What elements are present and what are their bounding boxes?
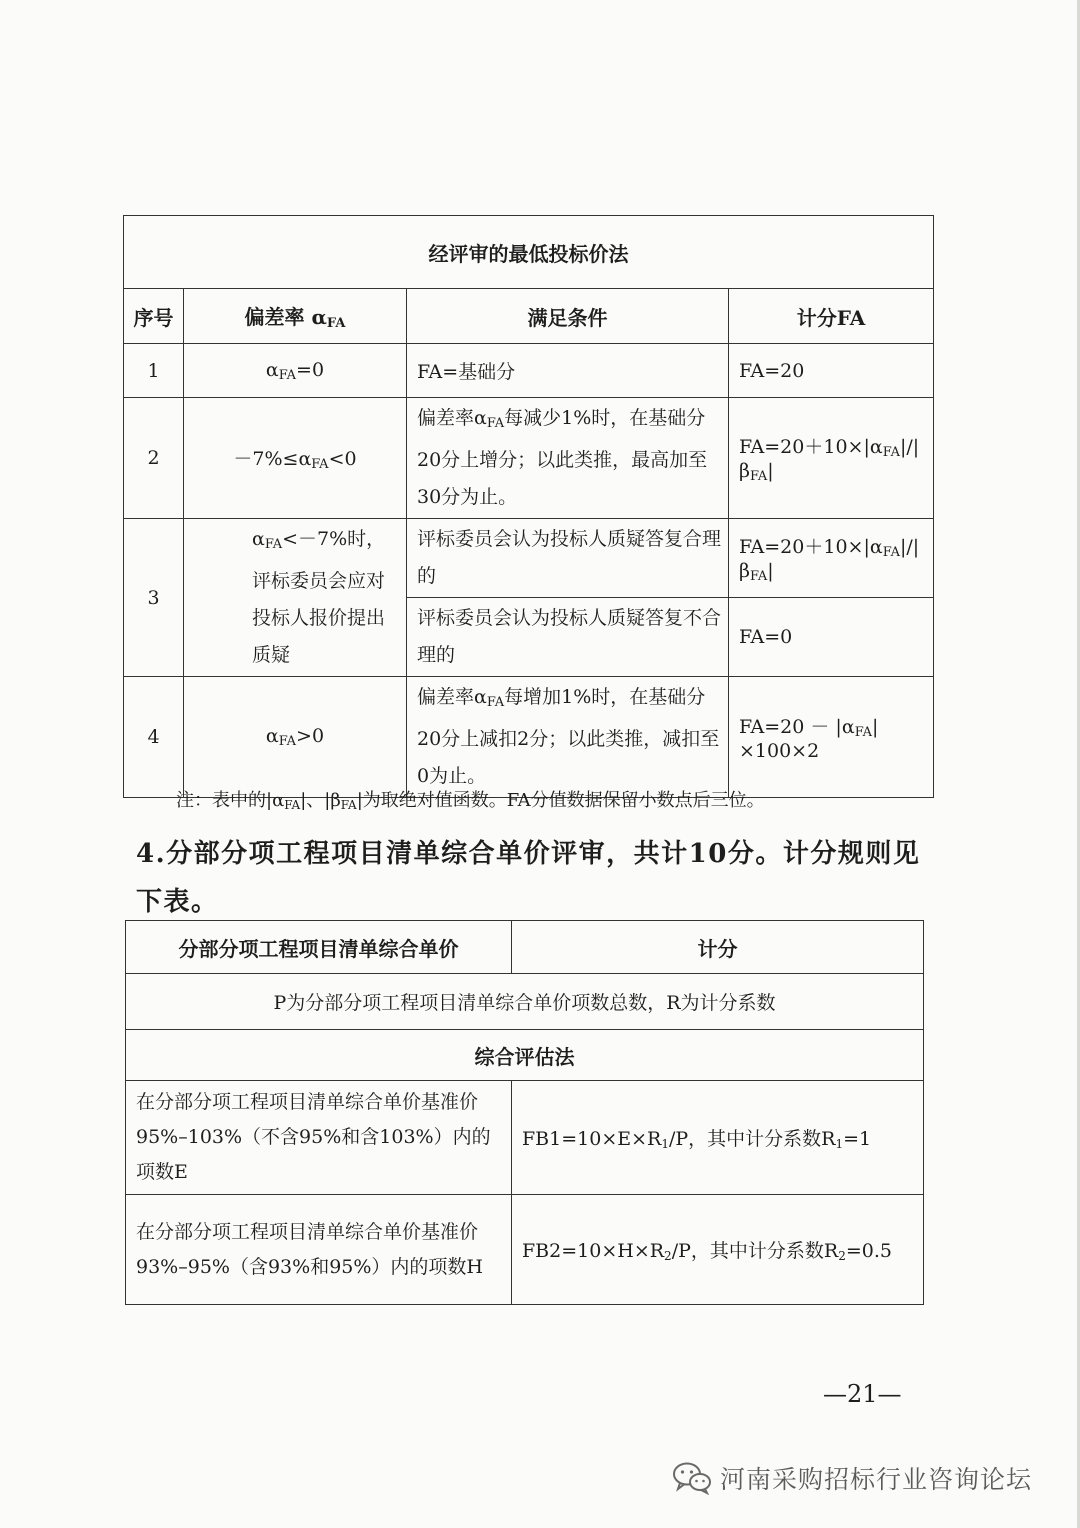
header-condition: 满足条件 [407,289,729,344]
table2-header-item: 分部分项工程项目清单综合单价 [126,921,512,974]
table1-header-row [124,289,934,344]
row2-condition: 偏差率$\alpha_{FA}$每减少1%时，在基础分20分上增分；以此类推，最高加至30分为止。 [407,398,729,519]
table-row [124,398,934,519]
header-deviation: 偏差率 $\alpha_{FA}$ [184,289,407,344]
row1-condition: FA=基础分 [407,344,729,398]
row3a-score: $FA=20+10\times|\alpha_{FA}|/|\beta_{FA}|$ [729,519,934,598]
row3b-condition: 评标委员会认为投标人质疑答复不合理的 [407,598,729,677]
row4-deviation: $\alpha_{FA}>0$ [184,677,407,798]
row2-criteria: 在分部分项工程项目清单综合单价基准价93%–95%（含93%和95%）内的项数H [126,1195,512,1305]
table2-description: P为分部分项工程项目清单综合单价项数总数，R为计分系数 [126,974,924,1030]
row1-score: FA=20 [729,344,934,398]
row3-deviation: $\alpha_{FA}<-7\%$时，评标委员会应对投标人报价提出质疑 [184,519,407,677]
row2-score: $FA=20+10\times|\alpha_{FA}|/|\beta_{FA}|$ [729,398,934,519]
table2-description-row [126,974,924,1030]
page-number: —21— [823,1380,902,1408]
row1-criteria: 在分部分项工程项目清单综合单价基准价95%–103%（不含95%和含103%）内的项数E [126,1081,512,1195]
row2-deviation: $-7\%\le\alpha_{FA}<0$ [184,398,407,519]
row1-deviation: $\alpha_{FA}=0$ [184,344,407,398]
row1-no: 1 [124,344,184,398]
table-row [124,519,934,598]
section-heading: 4.分部分项工程项目清单综合单价评审，共计10分。计分规则见下表。 [136,839,921,917]
unit-price-scoring-table [125,920,924,1305]
wechat-watermark [672,1460,1032,1496]
row4-no: 4 [124,677,184,798]
table1-title: 经评审的最低投标价法 [124,216,934,289]
row1-formula: $FB1=10\times E\times R_1/P$，其中计分系数$R_1=1$ [512,1081,924,1195]
header-score: 计分FA [729,289,934,344]
row4-score: $FA=20 - |\alpha_{FA}|\times 100\times 2$ [729,677,934,798]
table-row [124,344,934,398]
watermark-text: 河南采购招标行业咨询论坛 [720,1465,1033,1494]
row3b-score: FA=0 [729,598,934,677]
row3a-condition: 评标委员会认为投标人质疑答复合理的 [407,519,729,598]
table-note: 注：表中的$|\alpha_{FA}|$、$|\beta_{FA}|$为取绝对值函数。FA分值数据保留小数点后三位。 [176,790,765,812]
table2-header-row [126,921,924,974]
table2-header-score: 计分 [512,921,924,974]
table2-method: 综合评估法 [126,1030,924,1081]
row3-no: 3 [124,519,184,677]
row4-condition: 偏差率$\alpha_{FA}$每增加1%时，在基础分20分上减扣2分；以此类推，减扣至0为止。 [407,677,729,798]
lowest-bid-price-table [123,215,934,798]
table-row [124,677,934,798]
table2-method-row [126,1030,924,1081]
header-no: 序号 [124,289,184,344]
table1-title-row [124,216,934,289]
wechat-icon [672,1461,712,1495]
table-row [126,1081,924,1195]
table-row [126,1195,924,1305]
row2-no: 2 [124,398,184,519]
row2-formula: $FB2=10\times H\times R_2/P$，其中计分系数$R_2=0.5$ [512,1195,924,1305]
